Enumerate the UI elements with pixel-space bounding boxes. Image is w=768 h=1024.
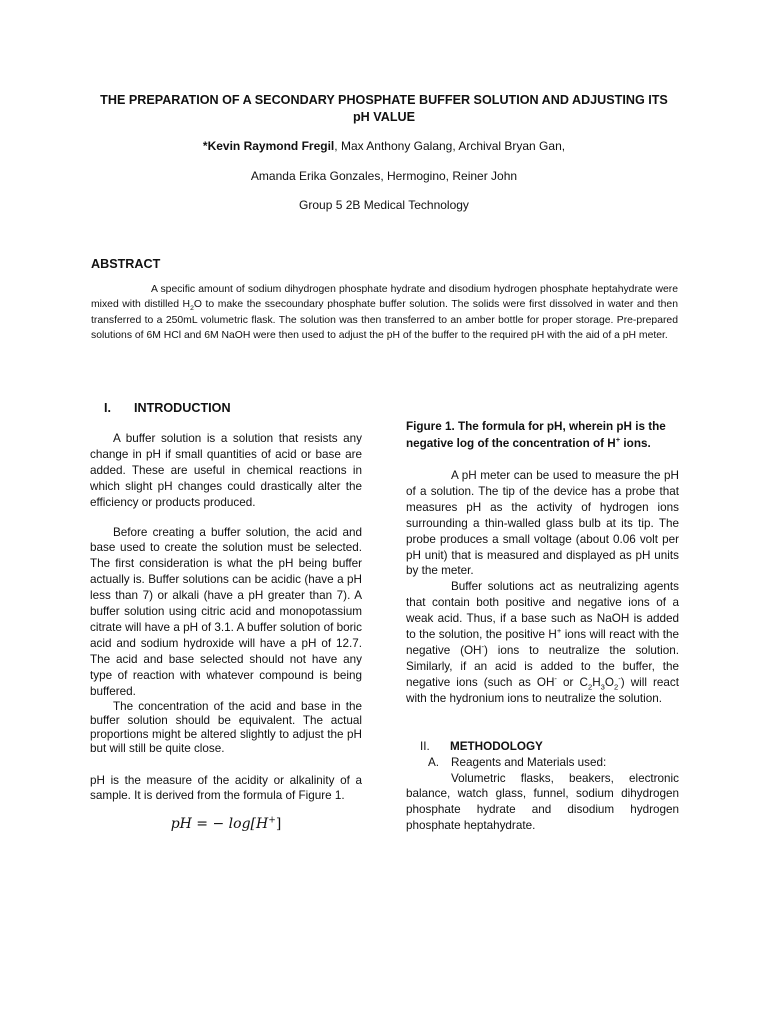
ph-formula: pH = − log[H+] (170, 815, 282, 832)
intro-paragraph-1: A buffer solution is a solution that resists any change in pH if small quantities of acid or base are added. These are useful in chemical reactions in which slight pH changes could drastically alter the efficiency or products produced. (90, 432, 362, 509)
subsection-letter: A. (428, 755, 440, 769)
intro-paragraph-2: Before creating a buffer solution, the acid and base used to create the solution must be selected. The first consideration is what the pH being buffer actually is. Buffer solutions can be acidic (have a pH less than 7) or alkali (have a pH greater than 7). A buffer solution using citric acid and monopotassium citrate will have a pH of 3.1. A buffer solution of boric acid and sodium hydroxide will have a pH of 12.7. The acid and base selected should not have any type of reaction with whatever compound is being buffered. (90, 525, 362, 698)
right-column (406, 418, 679, 834)
co-authors-1: , Max Anthony Galang, Archival Bryan Gan, (334, 139, 566, 153)
section-title: METHODOLOGY (450, 739, 543, 753)
author-line-2: Amanda Erika Gonzales, Hermogino, Reiner John (250, 169, 518, 183)
section-number: I. (104, 401, 111, 415)
subsection-title: Reagents and Materials used: (451, 755, 607, 769)
section-title: INTRODUCTION (134, 401, 231, 415)
materials-paragraph: Volumetric flasks, beakers, electronic balance, watch glass, funnel, sodium dihydrogen phosphate hydrate and disodium hydrogen phosphate heptahydrate. (406, 771, 679, 833)
intro-paragraph-3: The concentration of the acid and base in the buffer solution should be equivalent. The actual proportions might be altered slightly to adjust the pH but will still be quite close. (90, 699, 362, 756)
abstract-heading: ABSTRACT (91, 257, 161, 271)
author-line-1 (60, 138, 708, 154)
lead-author: *Kevin Raymond Fregil (202, 139, 335, 153)
buffer-paragraph: Buffer solutions act as neutralizing agents that contain both positive and negative ions of a weak acid. Thus, if a base such as NaOH is added to the solution, the positive H+ ions will react with the negative (OH-) ions to neutralize the solution. Similarly, if an acid is added to the buffer, the negative ions (such as OH- or $C_2H_3O_2^-$) will react with the hydronium ions to neutralize the solution. (406, 580, 680, 705)
abstract-text: A specific amount of sodium dihydrogen phosphate hydrate and disodium hydrogen phosphate heptahydrate were mixed with distilled $H_2O$ to make the ssecoundary phosphate buffer solution. The solids were first dissolved in water and then transferred to a 250mL volumetric flask. The solution was then transferred to an amber bottle for proper storage. Pre-prepared solutions of 6M HCl and 6M NaOH were then used to adjust the pH of the buffer to the required pH with the aid of a pH meter. (91, 284, 678, 342)
figure-1-caption: Figure 1. The formula for pH, wherein pH is the negative log of the concentration of H+ ions. (406, 420, 666, 450)
ph-meter-paragraph: A pH meter can be used to measure the pH of a solution. The tip of the device has a probe that measures pH as the activity of hydrogen ions surrounding a thin-walled glass bulb at its tip. The probe produces a small voltage (about 0.06 volt per pH unit) that is measured and displayed as pH units by the meter. (406, 469, 679, 578)
subsection-a (406, 755, 679, 771)
paper-title: THE PREPARATION OF A SECONDARY PHOSPHATE BUFFER SOLUTION AND ADJUSTING ITS pH VALUE (100, 93, 668, 124)
affiliation: Group 5 2B Medical Technology (299, 198, 469, 212)
intro-paragraph-4: pH is the measure of the acidity or alkalinity of a sample. It is derived from the formula of Figure 1. (90, 773, 362, 802)
left-column (90, 400, 362, 833)
introduction-heading (90, 400, 362, 416)
methodology-heading (406, 739, 679, 755)
section-number: II. (420, 739, 430, 753)
